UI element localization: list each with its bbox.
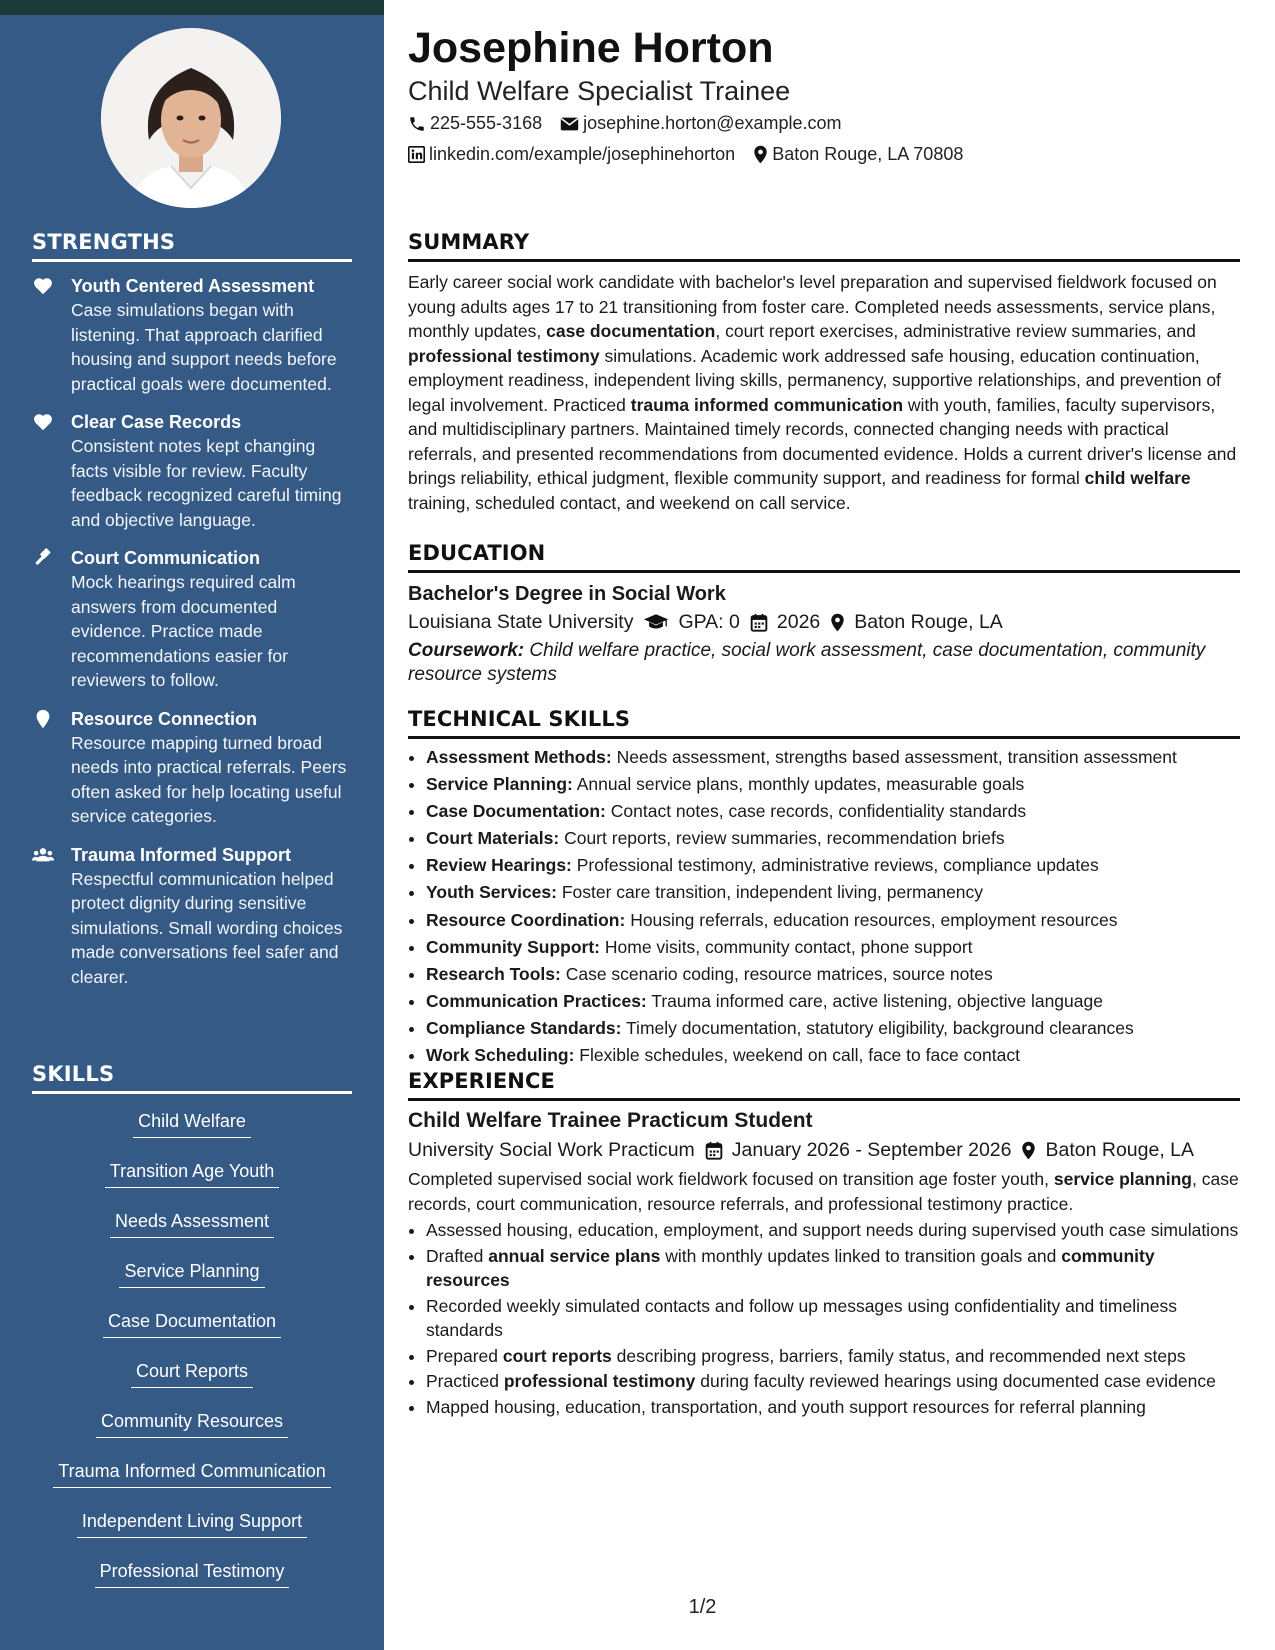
strength-title: Court Communication [71,548,260,568]
skill-tag: Professional Testimony [95,1557,290,1588]
candidate-title: Child Welfare Specialist Trainee [408,76,791,106]
strength-title: Resource Connection [71,708,258,729]
list-item: • Recorded weekly simulated contacts and follow up messages using confidentiality and timeliness standards [426,1294,1240,1343]
job-title: Child Welfare Trainee Practicum Student [408,1109,813,1132]
users-icon [32,844,54,866]
map-pin-icon [32,708,54,730]
contact-row [408,113,860,134]
map-pin-icon [753,145,768,164]
calendar-icon [750,613,768,632]
skills-title: SKILLS [32,1062,352,1094]
list-item: • Prepared court reports describing progress, barriers, family status, and recommended next steps [426,1344,1240,1369]
skill-tag: Trauma Informed Communication [53,1457,330,1488]
list-item: • Research Tools: Case scenario coding, resource matrices, source notes [426,962,1240,987]
technical-skills-section [408,707,1240,1070]
strength-item [32,707,352,829]
year-item: 2026 [750,607,820,637]
education-section [408,541,1240,687]
degree-title: Bachelor's Degree in Social Work [408,583,726,605]
job-bullets [408,1218,1240,1419]
skill-tag: Service Planning [119,1257,264,1288]
summary-section [408,230,1240,515]
strengths-title: STRENGTHS [32,230,352,262]
dates-item: January 2026 - September 2026 [705,1135,1012,1165]
experience-section [408,1069,1240,1420]
coursework: Coursework: Child welfare practice, social work assessment, case documentation, community resource systems [408,640,1206,685]
skill-tag: Independent Living Support [77,1507,307,1538]
phone-icon [408,115,426,133]
list-item: • Mapped housing, education, transportation, and youth support resources for referral planning [426,1395,1240,1420]
org-name: University Social Work Practicum [408,1139,695,1161]
skill-tag: Child Welfare [133,1107,251,1138]
skill-tag: Community Resources [96,1407,288,1438]
skills-section [32,1062,352,1602]
list-item: • Youth Services: Foster care transition, independent living, permanency [426,880,1240,905]
sidebar [0,15,384,1650]
list-item: • Compliance Standards: Timely documentation, statutory eligibility, background clearances [426,1016,1240,1041]
job-meta [408,1135,1240,1165]
strengths-section [32,230,352,989]
strength-text: Consistent notes kept changing facts visible for review. Faculty feedback recognized careful timing and objective language. [71,436,342,530]
strength-title: Clear Case Records [71,412,242,432]
list-item: • Communication Practices: Trauma informed care, active listening, objective language [426,989,1240,1014]
list-item: • Community Support: Home visits, community contact, phone support [426,935,1240,960]
page-number: 1/2 [688,1596,717,1618]
school-name: Louisiana State University [408,611,634,633]
list-item: • Assessment Methods: Needs assessment, strengths based assessment, transition assessment [426,745,1240,770]
list-item: • Review Hearings: Professional testimony, administrative reviews, compliance updates [426,853,1240,878]
experience-title: EXPERIENCE [408,1069,1240,1101]
summary-title: SUMMARY [408,230,1240,262]
avatar [101,28,281,208]
summary-text: Early career social work candidate with bachelor's level preparation and supervised fieldwork focused on young adults ages 17 to 21 transitioning from foster care. Completed needs assessments, service plans, monthly updates, case documentation, court report exercises, administrative review summaries, and professional testimony simulations. Academic work addressed safe housing, education continuation, employment readiness, independent living skills, permanency, supportive relationships, and prevention of legal involvement. Practiced trauma informed communication with youth, families, faculty supervisors, and multidisciplinary partners. Maintained timely records, connected changing needs with practical referrals, and presented recommendations from documented evidence. Holds a current driver's license and brings reliability, ethical judgment, flexible community support, and readiness for formal child welfare training, scheduled contact, and weekend on call service. [408,272,1237,513]
envelope-icon [560,116,579,132]
list-item: • Practiced professional testimony during faculty reviewed hearings using documented case evidence [426,1369,1240,1394]
list-item: • Case Documentation: Contact notes, case records, confidentiality standards [426,799,1240,824]
strength-text: Respectful communication helped protect dignity during sensitive simulations. Small wording choices made conversations feel safer and clearer. [71,868,343,987]
email-contact[interactable] [560,113,841,134]
email-text: josephine.horton@example.com [583,113,842,133]
strength-text: Mock hearings required calm answers from documented evidence. Practice made recommendations easier for reviewers to follow. [71,572,296,690]
edu-location-item: Baton Rouge, LA [830,607,1003,637]
heart-icon [32,275,54,297]
job-intro: Completed supervised social work fieldwork focused on transition age foster youth, service planning, case records, court communication, resource referrals, and professional testimony practice. [408,1169,1239,1214]
profile-photo [101,28,281,208]
education-meta [408,607,1240,637]
education-title: EDUCATION [408,541,1240,573]
top-accent-bar [0,0,384,15]
graduation-cap-icon [643,613,669,631]
technical-skills-title: TECHNICAL SKILLS [408,707,1240,739]
list-item: • Assessed housing, education, employment, and support needs during supervised youth case simulations [426,1218,1240,1243]
strength-item [32,410,352,532]
strength-item [32,274,352,396]
map-pin-icon [1021,1141,1036,1160]
location-contact [753,144,963,165]
skill-tag: Transition Age Youth [105,1157,279,1188]
location-text: Baton Rouge, LA 70808 [772,144,964,164]
job-location-item: Baton Rouge, LA [1021,1135,1194,1165]
strength-text: Resource mapping turned broad needs into practical referrals. Peers often asked for help locating useful service categories. [71,732,347,826]
list-item: • Work Scheduling: Flexible schedules, weekend on call, face to face contact [426,1043,1240,1068]
phone-text: 225-555-3168 [430,113,543,133]
gavel-icon [32,547,54,569]
skill-tag: Needs Assessment [110,1207,274,1238]
skill-tag: Court Reports [131,1357,253,1388]
contact-row-2 [408,144,981,165]
gpa-item: GPA: 0 [643,607,739,637]
strength-item [32,843,352,990]
technical-skills-list [408,745,1240,1068]
list-item: • Resource Coordination: Housing referrals, education resources, employment resources [426,908,1240,933]
strength-item [32,546,352,693]
candidate-name: Josephine Horton [408,24,774,72]
strength-text: Case simulations began with listening. That approach clarified housing and support needs before practical goals were documented. [71,300,337,394]
strength-title: Youth Centered Assessment [71,276,315,296]
map-pin-icon [830,613,845,632]
linkedin-contact[interactable] [408,144,735,165]
heart-icon [32,411,54,433]
list-item: • Drafted annual service plans with monthly updates linked to transition goals and community resources [426,1244,1240,1293]
linkedin-icon [408,146,425,163]
phone-contact[interactable] [408,113,542,134]
calendar-icon [705,1141,723,1160]
list-item: • Court Materials: Court reports, review summaries, recommendation briefs [426,826,1240,851]
list-item: • Service Planning: Annual service plans, monthly updates, measurable goals [426,772,1240,797]
linkedin-text: linkedin.com/example/josephinehorton [429,144,736,164]
strength-title: Trauma Informed Support [71,844,292,865]
skill-tag: Case Documentation [103,1307,281,1338]
